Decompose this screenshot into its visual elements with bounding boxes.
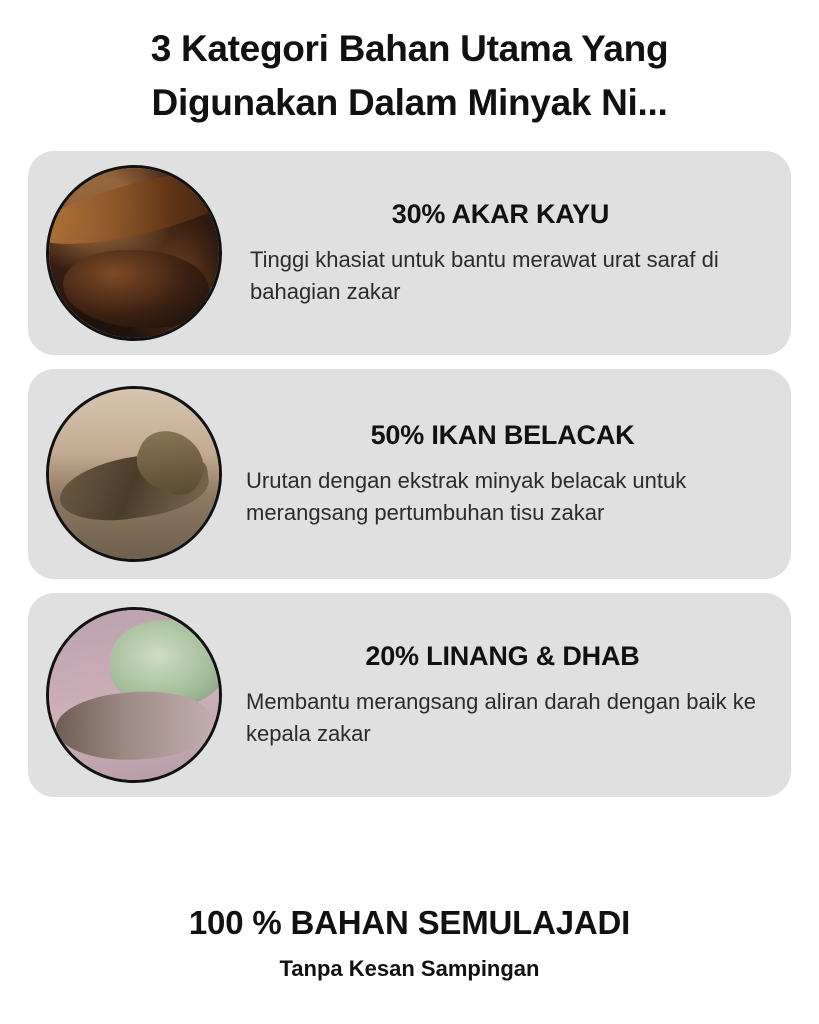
ingredient-card — [28, 593, 791, 797]
ingredient-card-text — [222, 641, 769, 750]
ingredient-card — [28, 369, 791, 579]
ingredient-card-body: Membantu merangsang aliran darah dengan baik ke kepala zakar — [246, 688, 756, 746]
ingredient-card-text — [222, 420, 769, 529]
akar-kayu-image — [49, 168, 219, 338]
akar-kayu-photo — [46, 165, 222, 341]
page-title-line-2: Digunakan Dalam Minyak Ni... — [151, 81, 668, 123]
footer-subline: Tanpa Kesan Sampingan — [279, 956, 540, 981]
page-title — [0, 0, 819, 129]
linang-dhab-photo — [46, 607, 222, 783]
ingredient-card-heading: 20% LINANG & DHAB — [365, 640, 640, 671]
page-title-line-1: 3 Kategori Bahan Utama Yang — [150, 28, 669, 69]
ingredient-card-body: Tinggi khasiat untuk bantu merawat urat saraf di bahagian zakar — [250, 246, 719, 304]
ikan-belacak-image — [49, 389, 219, 559]
ikan-belacak-photo — [46, 386, 222, 562]
ingredient-card-list — [0, 151, 819, 797]
ingredient-card-heading: 50% IKAN BELACAK — [370, 419, 635, 450]
footer — [0, 904, 819, 982]
ingredient-card-text — [222, 199, 769, 308]
footer-headline: 100 % BAHAN SEMULAJADI — [188, 904, 631, 941]
ingredient-card-body: Urutan dengan ekstrak minyak belacak untuk merangsang pertumbuhan tisu zakar — [246, 467, 687, 525]
linang-dhab-image — [49, 610, 219, 780]
ingredient-card — [28, 151, 791, 355]
ingredient-card-heading: 30% AKAR KAYU — [391, 198, 610, 229]
